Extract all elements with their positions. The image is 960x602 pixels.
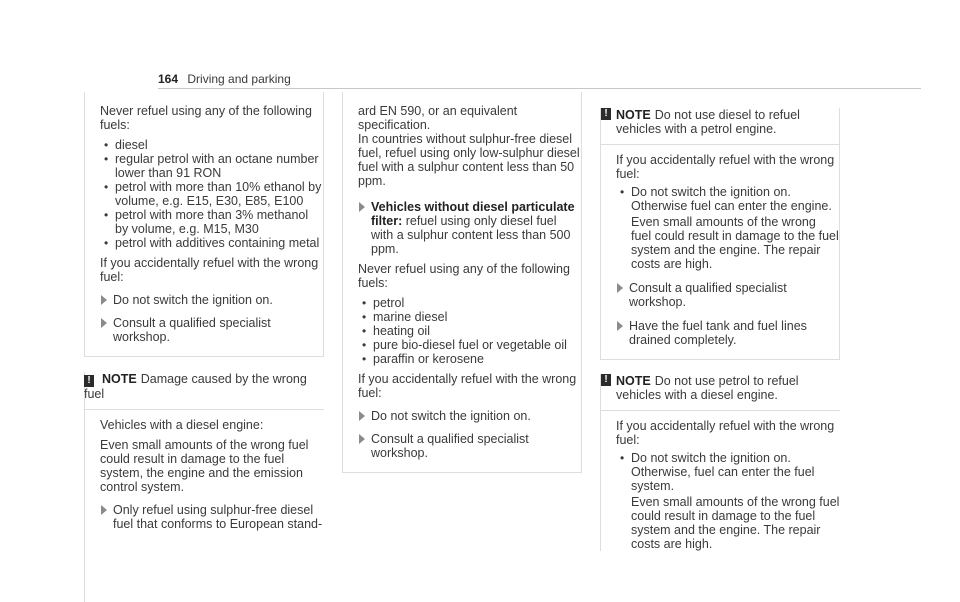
list-item: • heating oil <box>358 324 581 338</box>
page-header <box>158 72 291 86</box>
arrow-icon <box>617 321 623 331</box>
vehicles-text: Vehicles with a diesel engine: <box>100 418 264 432</box>
note-title: Damage caused by the wrong fuel <box>84 372 307 401</box>
divider <box>601 410 840 411</box>
note-block <box>84 372 324 602</box>
arrow-icon <box>101 505 107 515</box>
step-item: Consult a qualified specialist workshop. <box>601 281 839 309</box>
step-item: Consult a qualified specialist workshop. <box>85 316 323 344</box>
warning-icon: ! <box>601 108 611 120</box>
step-item: Do not switch the ignition on. <box>343 409 581 423</box>
wrong-fuel-block <box>84 92 324 357</box>
column-3 <box>600 108 840 551</box>
step-item: Vehicles without diesel particulate filter: refuel using only diesel fuel with a sulphur content less than 500 ppm. <box>343 200 581 256</box>
note-heading <box>84 372 324 401</box>
arrow-icon <box>617 283 623 293</box>
accident-text: If you accidentally refuel with the wrong fuel: <box>100 256 319 284</box>
list-item: • Do not switch the ignition on. Otherwise, fuel can enter the fuel system. Even small amounts of the wrong fuel could result in damage to the fuel system and the engine. The repair costs are high. <box>616 451 840 551</box>
page-number: 164 <box>158 72 179 86</box>
arrow-icon <box>359 202 365 212</box>
list-item: • Do not switch the ignition on. Otherwise fuel can enter the engine. Even small amounts of the wrong fuel could result in damage to the fuel system and the engine. The repair costs are high. <box>616 185 839 271</box>
section-title: Driving and parking <box>187 72 291 86</box>
warning-icon: ! <box>84 375 94 387</box>
divider <box>85 409 324 410</box>
note-heading <box>601 374 840 402</box>
step-item: Consult a qualified specialist workshop. <box>343 432 581 460</box>
note-body <box>85 418 324 531</box>
note-title: Do not use diesel to refuel vehicles with a petrol engine. <box>616 108 800 136</box>
fuel-list <box>358 296 581 366</box>
note-body <box>601 419 840 551</box>
arrow-icon <box>101 318 107 328</box>
countries-text: In countries without sulphur-free diesel fuel, refuel using only low-sulphur diesel fuel with a sulphur content less than 50 ppm. <box>358 132 580 188</box>
bullet-list <box>616 185 839 271</box>
list-item: • pure bio-diesel fuel or vegetable oil <box>358 338 581 352</box>
column-2 <box>342 92 582 473</box>
list-item: • marine diesel <box>358 310 581 324</box>
list-item: • regular petrol with an octane number lower than 91 RON <box>100 152 323 180</box>
list-item: • petrol <box>358 296 581 310</box>
step-item: Only refuel using sulphur-free diesel fuel that conforms to European stand- <box>85 503 324 531</box>
continued-text: ard EN 590, or an equivalent specification. <box>358 104 518 132</box>
note-body <box>601 153 839 347</box>
note-heading <box>601 108 839 136</box>
intro-text: Never refuel using any of the following fuels: <box>358 262 570 290</box>
note-label: NOTE <box>616 374 651 388</box>
list-item: • petrol with more than 10% ethanol by volume, e.g. E15, E30, E85, E100 <box>100 180 323 208</box>
arrow-icon <box>101 295 107 305</box>
fuel-list <box>100 138 323 250</box>
arrow-icon <box>359 411 365 421</box>
intro-text: Never refuel using any of the following fuels: <box>100 104 312 132</box>
step-item: Have the fuel tank and fuel lines drained completely. <box>601 319 839 347</box>
divider <box>601 144 839 145</box>
continued-block <box>342 92 582 473</box>
arrow-icon <box>359 434 365 444</box>
note-block-diesel <box>600 108 840 360</box>
list-item: • petrol with additives containing metal <box>100 236 323 250</box>
step-item: Do not switch the ignition on. <box>85 293 323 307</box>
note-label: NOTE <box>102 372 137 386</box>
note-label: NOTE <box>616 108 651 122</box>
accident-text: If you accidentally refuel with the wrong fuel: <box>358 372 577 400</box>
accident-text: If you accidentally refuel with the wrong fuel: <box>616 419 835 447</box>
warning-icon: ! <box>601 374 611 386</box>
note-title: Do not use petrol to refuel vehicles with a diesel engine. <box>616 374 799 402</box>
note-block-petrol <box>600 374 840 551</box>
list-item: • petrol with more than 3% methanol by volume, e.g. M15, M30 <box>100 208 323 236</box>
bullet-list <box>616 451 840 551</box>
accident-text: If you accidentally refuel with the wrong fuel: <box>616 153 835 181</box>
list-item: • diesel <box>100 138 323 152</box>
column-1 <box>84 92 324 602</box>
list-item: • paraffin or kerosene <box>358 352 581 366</box>
damage-text: Even small amounts of the wrong fuel could result in damage to the fuel system, the engine and the emission control system. <box>100 438 309 494</box>
header-divider <box>158 88 921 89</box>
